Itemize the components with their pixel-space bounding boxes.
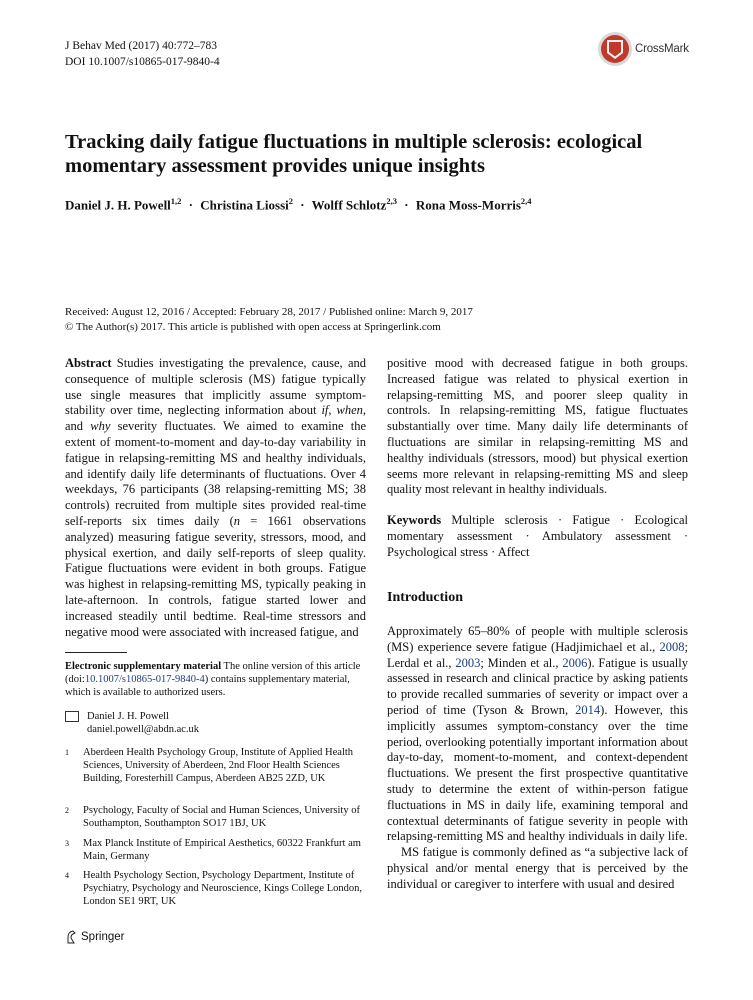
author-separator: · [404, 197, 409, 213]
author-affiliation-marker: 2,3 [386, 196, 397, 206]
affiliation-text: Psychology, Faculty of Social and Human Sciences, University of Southampton, Southampton SO17 1BJ, UK [83, 805, 360, 829]
supplementary-note: Electronic supplementary material The online version of this article (doi:10.1007/s10865-017-9840-4) contains supplementary material, which is available to authorized users. [65, 661, 361, 698]
affiliation [65, 837, 365, 863]
copyright-line: © The Author(s) 2017. This article is published with open access at Springerlink.com [65, 320, 441, 333]
introduction-paragraph: Approximately 65–80% of people with multiple sclerosis (MS) experience severe fatigue (Hadjimichael et al., 2008; Lerdal et al., 2003; Minden et al., 2006). Fatigue is usually assessed in research and clinical practice by asking patients to provide recalled summaries of severity or impact over a period of time (Tyson & Brown, 2014). However, this implicitly assumes symptom-constancy over the time period, overlooking potentially important information about day-to-day, moment-to-moment, and context-dependent fluctuations. We present the first prospective quantitative study to determine the extent of within-person fatigue fluctuations in MS in daily life, examining temporal and contextual determinants of fatigue severity in people with relapsing-remitting MS and healthy individuals in daily life. [387, 624, 688, 844]
crossmark-badge[interactable] [597, 30, 692, 68]
author-affiliation-marker: 2 [288, 196, 294, 206]
author-name: Christina Liossi [200, 197, 289, 213]
article-title: Tracking daily fatigue fluctuations in multiple sclerosis: ecological momentary assessment provides unique insights [65, 131, 643, 177]
abstract-label: Abstract [65, 356, 112, 370]
author-name: Wolff Schlotz [311, 197, 387, 213]
author-name: Daniel J. H. Powell [65, 197, 171, 213]
abstract-left [65, 356, 366, 640]
history-dates: Received: August 12, 2016 / Accepted: February 28, 2017 / Published online: March 9, 2017 [65, 306, 473, 318]
affiliation-text: Health Psychology Section, Psychology Department, Institute of Psychiatry, Psychology and Neuroscience, Kings College London, London SE1 9RT, UK [83, 870, 362, 907]
affiliation-number: 1 [65, 748, 69, 757]
crossmark-icon [597, 31, 633, 67]
affiliation [65, 869, 365, 908]
affiliation-number: 2 [65, 806, 69, 815]
springer-horse-icon [65, 930, 77, 944]
author-separator: · [300, 197, 305, 213]
author-affiliation-marker: 2,4 [520, 196, 532, 206]
author-name: Rona Moss-Morris [415, 197, 521, 213]
affiliation-number: 4 [65, 871, 69, 880]
citation-link[interactable]: 2008 [659, 639, 685, 654]
publication-dates [65, 305, 473, 334]
journal-citation: J Behav Med (2017) 40:772–783 [65, 40, 218, 52]
author-separator: · [188, 197, 194, 213]
running-header [65, 38, 220, 70]
esm-doi-link[interactable]: 10.1007/s10865-017-9840-4 [84, 674, 205, 685]
affiliation-text: Max Planck Institute of Empirical Aesthetics, 60322 Frankfurt am Main, Germany [83, 838, 361, 862]
corresponding-author [65, 710, 199, 736]
crossmark-label: CrossMark [635, 43, 689, 55]
affiliation-number: 3 [65, 839, 69, 848]
esm-label: Electronic supplementary material [65, 661, 222, 672]
contact-email[interactable]: daniel.powell@abdn.ac.uk [87, 724, 200, 735]
introduction-heading: Introduction [387, 590, 463, 605]
citation-link[interactable]: 2014 [575, 702, 601, 717]
affiliation [65, 804, 365, 830]
citation-link[interactable]: 2006 [562, 655, 588, 670]
article-doi[interactable]: DOI 10.1007/s10865-017-9840-4 [65, 56, 220, 68]
publisher-name: Springer [81, 931, 125, 943]
introduction-paragraph: MS fatigue is commonly defined as “a subjective lack of physical and/or mental energy that is perceived by the individual or caregiver to interfere with usual and desired [387, 845, 688, 891]
contact-name: Daniel J. H. Powell [87, 711, 169, 722]
page-footer [65, 930, 124, 944]
footnote-rule [65, 652, 127, 653]
affiliation-text: Aberdeen Health Psychology Group, Institute of Applied Health Sciences, University of Aberdeen, 2nd Floor Health Sciences Building, Foresterhill Campus, Aberdeen AB25 2ZD, UK [83, 747, 354, 784]
keywords-label: Keywords [387, 513, 442, 527]
author-affiliation-marker: 1,2 [170, 196, 182, 206]
envelope-icon [65, 711, 79, 722]
introduction-heading-block [387, 590, 688, 606]
abstract-right [387, 356, 688, 498]
affiliation [65, 746, 365, 785]
abstract-continuation: positive mood with decreased fatigue in both groups. Increased fatigue was related to physical exertion in relapsing-remitting MS, and poorer sleep quality in controls. In relapsing-remitting MS, fatigue fluctuates substantially over time. Many daily life determinants of fluctuations are similar in relapsing-remitting MS and healthy individuals (stressors, mood) but physical exertion seems more relevant in relapsing-remitting MS and sleep quality most relevant in healthy individuals. [387, 356, 688, 497]
citation-link[interactable]: 2003 [455, 655, 481, 670]
introduction-body [387, 624, 688, 893]
abstract-paragraph: Abstract Studies investigating the prevalence, cause, and consequence of multiple sclerosis (MS) fatigue typically use single measures that implicitly assume symptom-stability over time, neglecting information about if, when, and why severity fluctuates. We aimed to examine the extent of moment-to-moment and day-to-day variability in fatigue in relapsing-remitting MS and healthy individuals, and identify daily life determinants of fluctuations. Over 4 weekdays, 76 participants (38 relapsing-remitting MS; 38 controls) recruited from multiple sites provided real-time self-reports six times daily (n = 1661 observations analyzed) measuring fatigue severity, stressors, mood, and physical exertion, and daily self-reports of sleep quality. Fatigue fluctuations were evident in both groups. Fatigue was highest in relapsing-remitting MS, typically peaking in late-afternoon. In controls, fatigue started lower and increased steadily until bedtime. Real-time stressors and negative mood were associated with increased fatigue, and [65, 356, 367, 639]
keywords-text: Multiple sclerosis · Fatigue · Ecological momentary assessment · Ambulatory assessment · Psychological stress · Affect [387, 513, 688, 559]
keywords [387, 513, 688, 560]
author-list [65, 196, 532, 213]
